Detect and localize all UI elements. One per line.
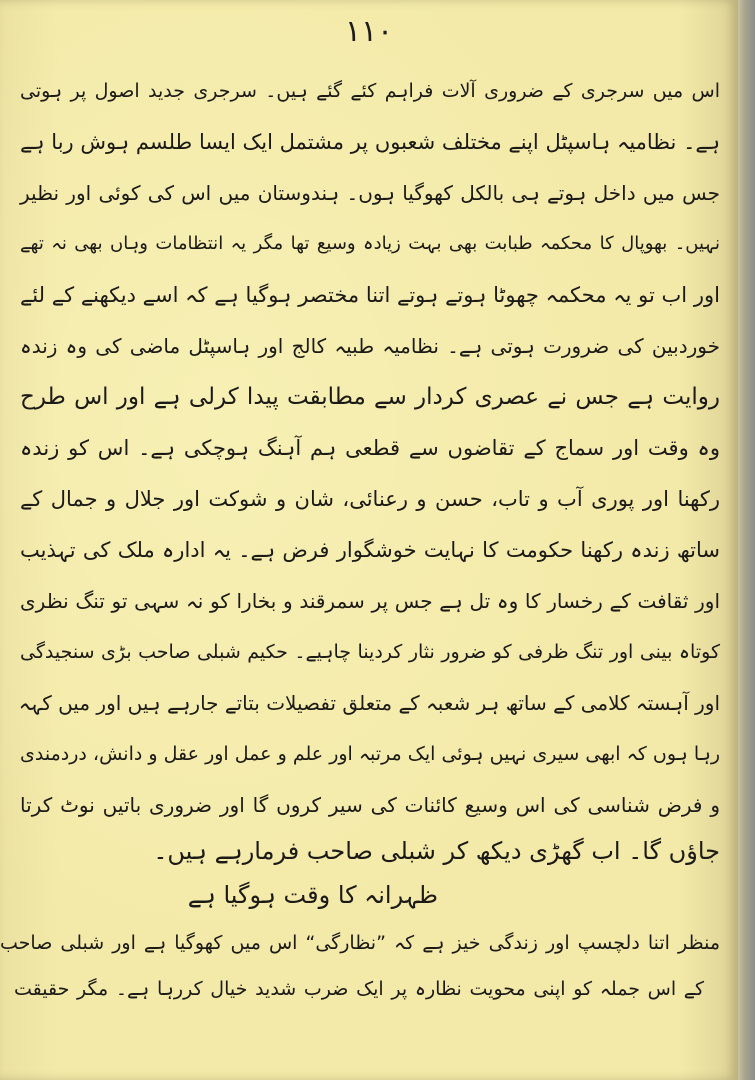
text-line-19: کے اس جملہ کو اپنی محویت نظارہ پر ایک ضرب شدید خیال کررہا ہے۔ مگر حقیقت: [14, 978, 704, 1000]
text-line-3: جس میں داخل ہوتے ہی بالکل کھوگیا ہوں۔ ہندوستان میں اس کی کوئی اور نظیر: [20, 181, 720, 205]
text-line-5: اور اب تو یہ محکمہ چھوٹا ہوتے ہوتے اتنا مختصر ہوگیا ہے کہ اسے دیکھنے کے لئے: [20, 283, 720, 307]
text-line-9: رکھنا اور پوری آب و تاب، حسن و رعنائی، شان و شوکت اور جلال و جمال کے: [20, 487, 720, 511]
text-line-12: کوتاہ بینی اور تنگ ظرفی کو ضرور نثار کردینا چاہیے۔ حکیم شبلی صاحب بڑی سنجیدگی: [20, 641, 720, 663]
text-line-10: ساتھ زندہ رکھنا حکومت کا نہایت خوشگوار فرض ہے۔ یہ ادارہ ملک کی تہذیب: [20, 538, 720, 562]
text-line-4: نہیں۔ بھوپال کا محکمہ طبابت بھی بہت زیادہ وسیع تھا مگر یہ انتظامات وہاں بھی نہ تھے: [20, 233, 720, 254]
text-line-7: روایت ہے جس نے عصری کردار سے مطابقت پیدا کرلی ہے اور اس طرح: [20, 384, 720, 410]
quoted-line: ظہرانہ کا وقت ہوگیا ہے: [187, 881, 438, 909]
text-line-15: و فرض شناسی کی اس وسیع کائنات کی سیر کروں گا اور ضروری باتیں نوٹ کرتا: [20, 793, 720, 817]
text-line-13: اور آہستہ کلامی کے ساتھ ہر شعبہ کے متعلق تفصیلات بتاتے جارہے ہیں اور میں کہہ: [18, 691, 720, 715]
text-line-16: جاؤں گا۔ اب گھڑی دیکھ کر شبلی صاحب فرمارہے ہیں۔: [153, 837, 720, 865]
page-number: ۱۱۰: [344, 14, 394, 49]
text-line-18: منظر اتنا دلچسپ اور زندگی خیز ہے کہ ”نظارگی“ اس میں کھوگیا ہے اور شبلی صاحب: [0, 932, 720, 954]
text-line-14: رہا ہوں کہ ابھی سیری نہیں ہوئی ایک مرتبہ اور علم و عمل اور عقل و دانش، دردمندی: [20, 743, 720, 765]
text-line-1: اس میں سرجری کے ضروری آلات فراہم کئے گئے ہیں۔ سرجری جدید اصول پر ہوتی: [20, 80, 720, 102]
text-line-8: وہ وقت اور سماج کے تقاضوں سے قطعی ہم آہنگ ہوچکی ہے۔ اس کو زندہ: [20, 436, 720, 460]
text-line-6: خوردبین کی ضرورت ہوتی ہے۔ نظامیہ طبیہ کالج اور ہاسپٹل ماضی کی وہ زندہ: [20, 334, 720, 358]
text-line-2: ہے۔ نظامیہ ہاسپٹل اپنے مختلف شعبوں پر مشتمل ایک ایسا طلسم ہوش ربا ہے: [20, 130, 720, 154]
book-binding-edge: [738, 0, 755, 1080]
text-line-11: اور ثقافت کے رخسار کا وہ تل ہے جس پر سمرقند و بخارا کو نہ سہی تو تنگ نظری: [20, 589, 720, 613]
